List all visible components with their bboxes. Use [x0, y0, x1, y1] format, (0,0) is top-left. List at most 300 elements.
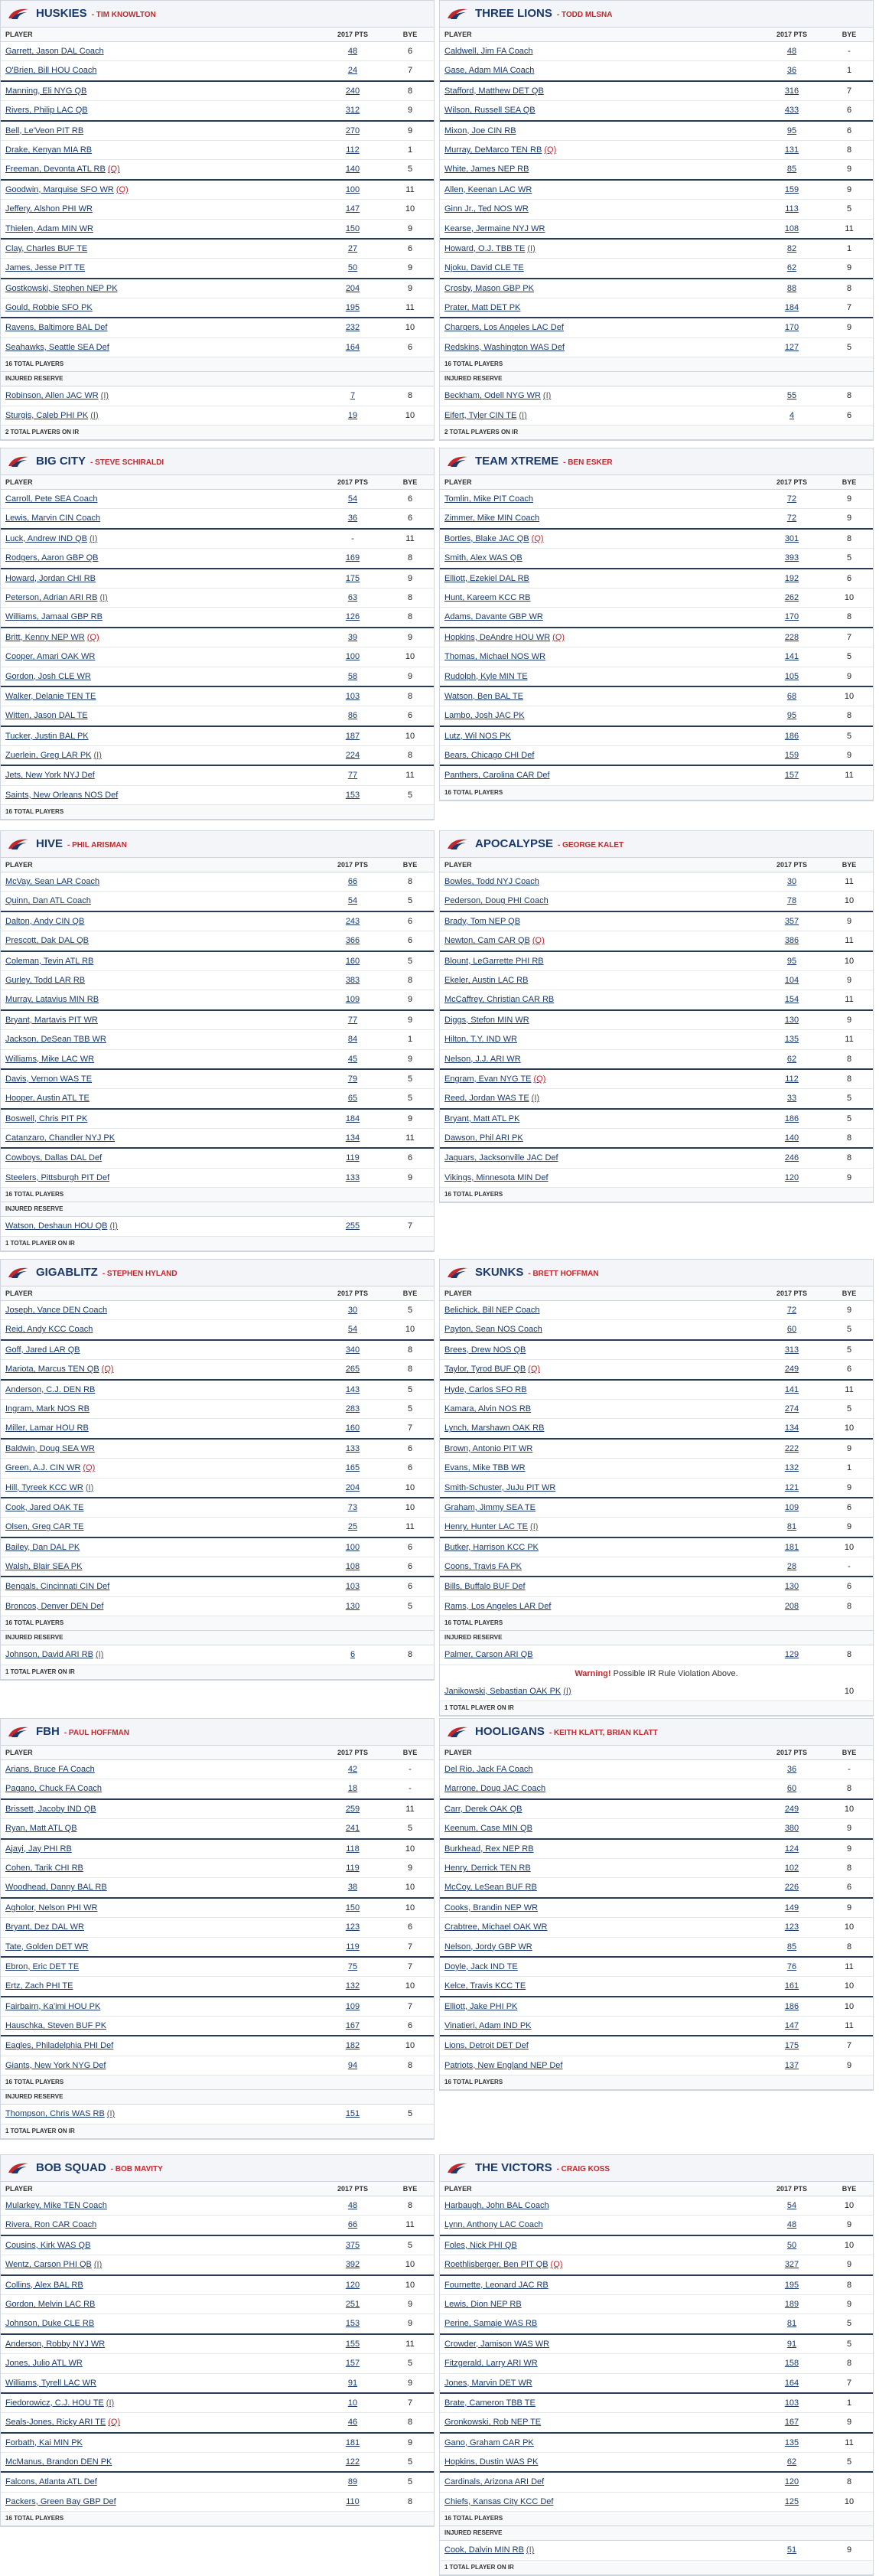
player-link[interactable]: Garrett, Jason DAL Coach	[5, 47, 104, 56]
player-link[interactable]: Vinatieri, Adam IND PK	[444, 2021, 532, 2031]
player-link[interactable]: Hyde, Carlos SFO RB	[444, 1384, 527, 1394]
player-points[interactable]: 77	[347, 1015, 358, 1025]
player-points[interactable]: 232	[345, 323, 360, 333]
player-points[interactable]: 262	[784, 592, 799, 602]
player-points[interactable]: 66	[347, 877, 358, 886]
player-points[interactable]: 249	[784, 1804, 799, 1814]
player-points[interactable]: 120	[784, 2477, 799, 2487]
player-points[interactable]: 119	[346, 1153, 360, 1163]
player-points[interactable]: 33	[786, 1094, 797, 1104]
player-points[interactable]: 28	[786, 1562, 797, 1572]
player-link[interactable]: Reid, Andy KCC Coach	[5, 1325, 93, 1335]
player-points[interactable]: 186	[784, 2001, 799, 2011]
player-link[interactable]: Seahawks, Seattle SEA Def	[5, 342, 109, 352]
player-link[interactable]: Caldwell, Jim FA Coach	[444, 47, 533, 56]
player-points[interactable]: 153	[345, 790, 360, 800]
player-link[interactable]: Gano, Graham CAR PK	[444, 2437, 534, 2447]
player-points[interactable]: 129	[784, 1650, 799, 1660]
player-link[interactable]: Rivera, Ron CAR Coach	[5, 2220, 97, 2230]
player-points[interactable]: 112	[346, 145, 360, 155]
player-link[interactable]: White, James NEP RB	[444, 165, 529, 174]
player-points[interactable]: 375	[345, 2240, 360, 2250]
player-points[interactable]: 130	[784, 1015, 799, 1025]
player-link[interactable]: Zuerlein, Greg LAR PK (I)	[5, 751, 102, 761]
player-points[interactable]: 386	[784, 936, 799, 946]
player-link[interactable]: Taylor, Tyrod BUF QB (Q)	[444, 1365, 541, 1374]
player-link[interactable]: Goff, Jared LAR QB	[5, 1345, 80, 1355]
player-points[interactable]: 30	[347, 1306, 358, 1315]
player-link[interactable]: Davis, Vernon WAS TE	[5, 1074, 93, 1084]
player-link[interactable]: Arians, Bruce FA Coach	[5, 1765, 95, 1774]
player-points[interactable]: 161	[784, 1981, 799, 1991]
player-link[interactable]: Walsh, Blair SEA PK	[5, 1562, 83, 1572]
player-link[interactable]: Thielen, Adam MIN WR	[5, 223, 93, 233]
team-name[interactable]: HIVE - PHIL ARISMAN	[36, 837, 127, 850]
player-link[interactable]: Broncos, Denver DEN Def	[5, 1601, 104, 1611]
player-points[interactable]: 158	[784, 2359, 799, 2369]
player-points[interactable]: 120	[784, 1172, 799, 1182]
player-link[interactable]: Thomas, Michael NOS WR	[444, 652, 546, 662]
player-points[interactable]: 119	[346, 1942, 360, 1952]
player-points[interactable]: 137	[784, 2060, 799, 2070]
player-points[interactable]: 340	[345, 1345, 360, 1355]
player-points[interactable]: 88	[786, 283, 797, 293]
player-link[interactable]: Harbaugh, John BAL Coach	[444, 2201, 549, 2210]
player-points[interactable]: 240	[345, 86, 360, 96]
player-points[interactable]: 228	[784, 632, 799, 642]
player-link[interactable]: Cardinals, Arizona ARI Def	[444, 2477, 545, 2487]
player-link[interactable]: Hill, Tyreek KCC WR (I)	[5, 1482, 94, 1492]
player-points[interactable]: 48	[786, 47, 797, 56]
player-link[interactable]: Patriots, New England NEP Def	[444, 2060, 563, 2070]
team-name[interactable]: SKUNKS - BRETT HOFFMAN	[475, 1266, 599, 1279]
team-name[interactable]: TEAM XTREME - BEN ESKER	[475, 455, 613, 468]
player-points[interactable]: 6	[350, 1650, 356, 1660]
player-link[interactable]: Ryan, Matt ATL QB	[5, 1824, 77, 1834]
player-link[interactable]: Murray, DeMarco TEN RB (Q)	[444, 145, 557, 155]
player-link[interactable]: Zimmer, Mike MIN Coach	[444, 514, 540, 523]
player-link[interactable]: Jackson, DeSean TBB WR	[5, 1035, 106, 1045]
player-points[interactable]: 27	[347, 243, 358, 253]
player-link[interactable]: Rudolph, Kyle MIN TE	[444, 671, 528, 681]
player-link[interactable]: Seals-Jones, Ricky ARI TE (Q)	[5, 2418, 121, 2428]
player-points[interactable]: 125	[784, 2496, 799, 2506]
team-name[interactable]: FBH - PAUL HOFFMAN	[36, 1725, 130, 1738]
player-points[interactable]: 255	[345, 1221, 360, 1231]
player-points[interactable]: 36	[347, 514, 358, 523]
player-points[interactable]: 76	[786, 1961, 797, 1971]
player-points[interactable]: 48	[347, 47, 358, 56]
player-points[interactable]: 46	[347, 2418, 358, 2428]
player-link[interactable]: Jaguars, Jacksonville JAC Def	[444, 1153, 558, 1163]
player-points[interactable]: 86	[347, 711, 358, 721]
player-points[interactable]: 133	[345, 1443, 360, 1453]
player-points[interactable]: 274	[784, 1404, 799, 1414]
player-link[interactable]: Giants, New York NYG Def	[5, 2060, 106, 2070]
player-link[interactable]: Eifert, Tyler CIN TE (I)	[444, 410, 527, 420]
player-link[interactable]: Steelers, Pittsburgh PIT Def	[5, 1172, 110, 1182]
player-link[interactable]: Thompson, Chris WAS RB (I)	[5, 2109, 116, 2119]
player-link[interactable]: Agholor, Nelson PHI WR	[5, 1903, 98, 1912]
player-link[interactable]: Cooks, Brandin NEP WR	[444, 1903, 539, 1912]
player-link[interactable]: Eagles, Philadelphia PHI Def	[5, 2041, 114, 2051]
player-link[interactable]: Fairbairn, Ka'imi HOU PK	[5, 2001, 101, 2011]
player-points[interactable]: 63	[347, 592, 358, 602]
player-link[interactable]: Lewis, Dion NEP RB	[444, 2299, 522, 2309]
player-link[interactable]: Ingram, Mark NOS RB	[5, 1404, 90, 1414]
player-link[interactable]: Carroll, Pete SEA Coach	[5, 494, 98, 504]
player-link[interactable]: Kelce, Travis KCC TE	[444, 1981, 526, 1991]
player-link[interactable]: Kearse, Jermaine NYJ WR	[444, 223, 545, 233]
player-link[interactable]: Forbath, Kai MIN PK	[5, 2437, 83, 2447]
player-points[interactable]: 66	[347, 2220, 358, 2230]
player-link[interactable]: Cook, Dalvin MIN RB (I)	[444, 2545, 535, 2555]
player-points[interactable]: 186	[784, 1114, 799, 1123]
player-points[interactable]: 167	[784, 2418, 799, 2428]
player-points[interactable]: 170	[784, 612, 799, 622]
player-link[interactable]: Keenum, Case MIN QB	[444, 1824, 532, 1834]
player-points[interactable]: 68	[786, 691, 797, 701]
player-link[interactable]: Kamara, Alvin NOS RB	[444, 1404, 532, 1414]
player-link[interactable]: Brate, Cameron TBB TE	[444, 2398, 536, 2408]
team-name[interactable]: THREE LIONS - TODD MLSNA	[475, 7, 613, 20]
player-link[interactable]: Diggs, Stefon MIN WR	[444, 1015, 529, 1025]
player-link[interactable]: Hilton, T.Y. IND WR	[444, 1035, 517, 1045]
player-points[interactable]: 160	[345, 1423, 360, 1433]
player-points[interactable]: 54	[347, 1325, 358, 1335]
player-points[interactable]: 108	[784, 223, 799, 233]
player-points[interactable]: 112	[785, 1074, 799, 1084]
player-link[interactable]: Goodwin, Marquise SFO WR (Q)	[5, 184, 129, 194]
player-points[interactable]: 30	[786, 877, 797, 886]
player-link[interactable]: Roethlisberger, Ben PIT QB (Q)	[444, 2260, 563, 2270]
player-link[interactable]: Watson, Deshaun HOU QB (I)	[5, 1221, 118, 1231]
player-points[interactable]: 301	[784, 533, 799, 543]
player-link[interactable]: Bailey, Dan DAL PK	[5, 1542, 80, 1552]
player-points[interactable]: 19	[347, 410, 358, 420]
player-link[interactable]: Reed, Jordan WAS TE (I)	[444, 1094, 540, 1104]
player-points[interactable]: 433	[784, 106, 799, 116]
player-points[interactable]: 77	[347, 771, 358, 781]
player-link[interactable]: Bowles, Todd NYJ Coach	[444, 877, 539, 886]
player-link[interactable]: Sturgis, Caleb PHI PK (I)	[5, 410, 99, 420]
player-points[interactable]: 79	[347, 1074, 358, 1084]
team-name[interactable]: APOCALYPSE - GEORGE KALET	[475, 837, 624, 850]
player-link[interactable]: Gordon, Melvin LAC RB	[5, 2299, 96, 2309]
player-link[interactable]: Chiefs, Kansas City KCC Def	[444, 2496, 554, 2506]
player-link[interactable]: Lutz, Wil NOS PK	[444, 731, 511, 741]
team-name[interactable]: THE VICTORS - CRAIG KOSS	[475, 2161, 610, 2174]
player-link[interactable]: Vikings, Minnesota MIN Def	[444, 1172, 549, 1182]
player-points[interactable]: 131	[784, 145, 799, 155]
player-link[interactable]: Baldwin, Doug SEA WR	[5, 1443, 95, 1453]
team-name[interactable]: GIGABLITZ - STEPHEN HYLAND	[36, 1266, 177, 1279]
player-points[interactable]: 65	[347, 1094, 358, 1104]
player-link[interactable]: Palmer, Carson ARI QB	[444, 1650, 533, 1660]
player-points[interactable]: 103	[345, 1582, 360, 1592]
player-points[interactable]: 169	[345, 553, 360, 563]
player-link[interactable]: Lions, Detroit DET Def	[444, 2041, 529, 2051]
player-points[interactable]: 313	[784, 1345, 799, 1355]
player-points[interactable]: 192	[784, 573, 799, 583]
player-link[interactable]: Gordon, Josh CLE WR	[5, 671, 91, 681]
player-points[interactable]: 118	[346, 1844, 360, 1854]
player-link[interactable]: Gase, Adam MIA Coach	[444, 66, 535, 76]
player-link[interactable]: Williams, Mike LAC WR	[5, 1054, 95, 1064]
player-link[interactable]: Peterson, Adrian ARI RB (I)	[5, 592, 108, 602]
player-points[interactable]: 36	[786, 1765, 797, 1774]
player-link[interactable]: Gurley, Todd LAR RB	[5, 975, 86, 985]
player-points[interactable]: 208	[784, 1601, 799, 1611]
player-link[interactable]: Rivers, Philip LAC QB	[5, 106, 88, 116]
player-link[interactable]: Watson, Ben BAL TE	[444, 691, 523, 701]
player-link[interactable]: Boswell, Chris PIT PK	[5, 1114, 88, 1123]
player-link[interactable]: Perine, Samaje WAS RB	[444, 2319, 538, 2329]
player-points[interactable]: 380	[784, 1824, 799, 1834]
player-link[interactable]: Williams, Tyrell LAC WR	[5, 2378, 96, 2388]
player-link[interactable]: Lambo, Josh JAC PK	[444, 711, 525, 721]
player-points[interactable]: 160	[345, 956, 360, 966]
player-link[interactable]: Janikowski, Sebastian OAK PK (I)	[444, 1686, 571, 1696]
player-points[interactable]: 164	[345, 342, 360, 352]
player-link[interactable]: Anderson, C.J. DEN RB	[5, 1384, 96, 1394]
player-points[interactable]: 204	[345, 283, 360, 293]
player-points[interactable]: 94	[347, 2060, 358, 2070]
player-points[interactable]: 24	[347, 66, 358, 76]
player-points[interactable]: 62	[786, 263, 797, 273]
player-link[interactable]: Crowder, Jamison WAS WR	[444, 2339, 550, 2349]
player-points[interactable]: 10	[347, 2398, 358, 2408]
player-points[interactable]: 393	[784, 553, 799, 563]
player-link[interactable]: Engram, Evan NYG TE (Q)	[444, 1074, 546, 1084]
player-points[interactable]: 141	[784, 1384, 799, 1394]
player-points[interactable]: 84	[347, 1035, 358, 1045]
player-link[interactable]: Burkhead, Rex NEP RB	[444, 1844, 534, 1854]
player-points[interactable]: 189	[784, 2299, 799, 2309]
player-link[interactable]: Nelson, J.J. ARI WR	[444, 1054, 521, 1064]
player-points[interactable]: 72	[786, 514, 797, 523]
player-link[interactable]: Drake, Kenyan MIA RB	[5, 145, 93, 155]
player-points[interactable]: 327	[784, 2260, 799, 2270]
player-link[interactable]: Catanzaro, Chandler NYJ PK	[5, 1133, 116, 1143]
player-points[interactable]: 270	[345, 126, 360, 135]
player-points[interactable]: 72	[786, 494, 797, 504]
player-link[interactable]: Bryant, Dez DAL WR	[5, 1922, 84, 1932]
player-points[interactable]: 167	[345, 2021, 360, 2031]
player-link[interactable]: Lynn, Anthony LAC Coach	[444, 2220, 543, 2230]
player-link[interactable]: Graham, Jimmy SEA TE	[444, 1502, 536, 1512]
player-link[interactable]: Mixon, Joe CIN RB	[444, 126, 516, 135]
player-link[interactable]: Anderson, Robby NYJ WR	[5, 2339, 106, 2349]
player-link[interactable]: Henry, Derrick TEN RB	[444, 1863, 531, 1873]
player-points[interactable]: 109	[345, 2001, 360, 2011]
player-link[interactable]: Cook, Jared OAK TE	[5, 1502, 84, 1512]
player-link[interactable]: Walker, Delanie TEN TE	[5, 691, 96, 701]
player-link[interactable]: Brees, Drew NOS QB	[444, 1345, 526, 1355]
player-points[interactable]: 224	[345, 751, 360, 761]
player-points[interactable]: 91	[347, 2378, 358, 2388]
player-points[interactable]: 7	[350, 391, 356, 401]
player-points[interactable]: 357	[784, 916, 799, 926]
player-link[interactable]: Bortles, Blake JAC QB (Q)	[444, 533, 544, 543]
player-points[interactable]: 132	[784, 1463, 799, 1473]
player-link[interactable]: Lynch, Marshawn OAK RB	[444, 1423, 545, 1433]
player-points[interactable]: 51	[786, 2545, 797, 2555]
player-link[interactable]: Johnson, David ARI RB (I)	[5, 1650, 104, 1660]
player-link[interactable]: Jeffery, Alshon PHI WR	[5, 204, 93, 214]
player-points[interactable]: 109	[345, 995, 360, 1005]
player-link[interactable]: Payton, Sean NOS Coach	[444, 1325, 542, 1335]
player-points[interactable]: 226	[784, 1883, 799, 1893]
player-link[interactable]: Newton, Cam CAR QB (Q)	[444, 936, 545, 946]
player-link[interactable]: Howard, Jordan CHI RB	[5, 573, 96, 583]
player-link[interactable]: Belichick, Bill NEP Coach	[444, 1306, 540, 1315]
player-link[interactable]: Coons, Travis FA PK	[444, 1562, 522, 1572]
player-points[interactable]: 154	[784, 995, 799, 1005]
player-link[interactable]: Adams, Davante GBP WR	[444, 612, 543, 622]
player-points[interactable]: 18	[347, 1784, 358, 1794]
player-points[interactable]: 283	[345, 1404, 360, 1414]
player-link[interactable]: Cowboys, Dallas DAL Def	[5, 1153, 103, 1163]
player-link[interactable]: Woodhead, Danny BAL RB	[5, 1883, 107, 1893]
player-points[interactable]: 62	[786, 1054, 797, 1064]
player-points[interactable]: 165	[345, 1463, 360, 1473]
player-points[interactable]: 110	[346, 2496, 360, 2506]
player-points[interactable]: 259	[345, 1804, 360, 1814]
player-points[interactable]: 151	[345, 2109, 360, 2119]
player-link[interactable]: Crosby, Mason GBP PK	[444, 283, 534, 293]
player-points[interactable]: 38	[347, 1883, 358, 1893]
player-points[interactable]: 126	[345, 612, 360, 622]
player-link[interactable]: Del Rio, Jack FA Coach	[444, 1765, 533, 1774]
player-link[interactable]: Doyle, Jack IND TE	[444, 1961, 518, 1971]
player-link[interactable]: Foles, Nick PHI QB	[444, 2240, 517, 2250]
team-name[interactable]: BIG CITY - STEVE SCHIRALDI	[36, 455, 164, 468]
player-link[interactable]: Collins, Alex BAL RB	[5, 2280, 83, 2290]
player-link[interactable]: Murray, Latavius MIN RB	[5, 995, 99, 1005]
player-link[interactable]: Brady, Tom NEP QB	[444, 916, 521, 926]
player-points[interactable]: 246	[784, 1153, 799, 1163]
player-link[interactable]: Rams, Los Angeles LAR Def	[444, 1601, 552, 1611]
player-points[interactable]: 312	[345, 106, 360, 116]
player-points[interactable]: 182	[345, 2041, 360, 2051]
player-points[interactable]: 251	[345, 2299, 360, 2309]
player-link[interactable]: Jets, New York NYJ Def	[5, 771, 95, 781]
player-points[interactable]: 103	[784, 2398, 799, 2408]
player-link[interactable]: Fournette, Leonard JAC RB	[444, 2280, 549, 2290]
player-points[interactable]: 42	[347, 1765, 358, 1774]
player-points[interactable]: 109	[784, 1502, 799, 1512]
player-link[interactable]: Elliott, Ezekiel DAL RB	[444, 573, 529, 583]
player-points[interactable]: 104	[784, 975, 799, 985]
player-points[interactable]: 195	[784, 2280, 799, 2290]
player-points[interactable]: 113	[785, 204, 799, 214]
player-link[interactable]: Gostkowski, Stephen NEP PK	[5, 283, 118, 293]
player-points[interactable]: 170	[784, 323, 799, 333]
player-link[interactable]: Bills, Buffalo BUF Def	[444, 1582, 526, 1592]
player-link[interactable]: Smith, Alex WAS QB	[444, 553, 523, 563]
player-link[interactable]: James, Jesse PIT TE	[5, 263, 86, 273]
player-points[interactable]: 204	[345, 1482, 360, 1492]
player-points[interactable]: 81	[786, 1522, 797, 1532]
player-points[interactable]: 73	[347, 1502, 358, 1512]
player-link[interactable]: Blount, LeGarrette PHI RB	[444, 956, 544, 966]
player-link[interactable]: Hunt, Kareem KCC RB	[444, 592, 531, 602]
player-link[interactable]: Jones, Marvin DET WR	[444, 2378, 532, 2388]
player-link[interactable]: Cousins, Kirk WAS QB	[5, 2240, 91, 2250]
player-points[interactable]: 159	[784, 751, 799, 761]
player-points[interactable]: 150	[345, 223, 360, 233]
player-link[interactable]: Ajayi, Jay PHI RB	[5, 1844, 72, 1854]
player-points[interactable]: 135	[784, 1035, 799, 1045]
player-points[interactable]: 50	[786, 2240, 797, 2250]
player-points[interactable]: 54	[347, 896, 358, 906]
player-points[interactable]: 243	[345, 916, 360, 926]
player-points[interactable]: 75	[347, 1961, 358, 1971]
player-link[interactable]: Robinson, Allen JAC WR (I)	[5, 391, 109, 401]
player-link[interactable]: Stafford, Matthew DET QB	[444, 86, 544, 96]
player-points[interactable]: 181	[345, 2437, 360, 2447]
player-points[interactable]: 157	[784, 771, 799, 781]
player-points[interactable]: 54	[347, 494, 358, 504]
team-name[interactable]: HUSKIES - TIM KNOWLTON	[36, 7, 156, 20]
player-link[interactable]: Olsen, Greg CAR TE	[5, 1522, 84, 1532]
player-link[interactable]: Jones, Julio ATL WR	[5, 2359, 83, 2369]
player-link[interactable]: Mularkey, Mike TEN Coach	[5, 2201, 107, 2210]
player-link[interactable]: Nelson, Jordy GBP WR	[444, 1942, 532, 1952]
player-link[interactable]: Brissett, Jacoby IND QB	[5, 1804, 96, 1814]
player-points[interactable]: 122	[345, 2457, 360, 2467]
player-points[interactable]: 50	[347, 263, 358, 273]
player-points[interactable]: 25	[347, 1522, 358, 1532]
player-points[interactable]: 134	[345, 1133, 360, 1143]
player-points[interactable]: 89	[347, 2477, 358, 2487]
player-points[interactable]: 153	[345, 2319, 360, 2329]
player-link[interactable]: Bears, Chicago CHI Def	[444, 751, 535, 761]
player-points[interactable]: 155	[345, 2339, 360, 2349]
player-points[interactable]: 141	[784, 652, 799, 662]
player-link[interactable]: Britt, Kenny NEP WR (Q)	[5, 632, 99, 642]
player-points[interactable]: 103	[345, 691, 360, 701]
player-link[interactable]: Crabtree, Michael OAK WR	[444, 1922, 548, 1932]
player-link[interactable]: Fitzgerald, Larry ARI WR	[444, 2359, 538, 2369]
player-points[interactable]: 150	[345, 1903, 360, 1912]
player-points[interactable]: 241	[345, 1824, 360, 1834]
player-link[interactable]: Wilson, Russell SEA QB	[444, 106, 536, 116]
player-link[interactable]: Pederson, Doug PHI Coach	[444, 896, 549, 906]
player-points[interactable]: 85	[786, 1942, 797, 1952]
player-link[interactable]: Ertz, Zach PHI TE	[5, 1981, 73, 1991]
player-points[interactable]: 48	[786, 2220, 797, 2230]
player-link[interactable]: Hopkins, Dustin WAS PK	[444, 2457, 539, 2467]
player-points[interactable]: 123	[784, 1922, 799, 1932]
player-points[interactable]: 108	[345, 1562, 360, 1572]
player-link[interactable]: Bryant, Matt ATL PK	[444, 1114, 520, 1123]
player-link[interactable]: Allen, Keenan LAC WR	[444, 184, 532, 194]
player-points[interactable]: 159	[784, 184, 799, 194]
player-link[interactable]: Ginn Jr., Ted NOS WR	[444, 204, 529, 214]
player-link[interactable]: Miller, Lamar HOU RB	[5, 1423, 89, 1433]
player-link[interactable]: Gronkowski, Rob NEP TE	[444, 2418, 542, 2428]
player-link[interactable]: Clay, Charles BUF TE	[5, 243, 88, 253]
player-link[interactable]: Smith-Schuster, JuJu PIT WR	[444, 1482, 556, 1492]
player-points[interactable]: 184	[345, 1114, 360, 1123]
player-link[interactable]: Ekeler, Austin LAC RB	[444, 975, 529, 985]
player-points[interactable]: 181	[784, 1542, 799, 1552]
player-link[interactable]: Bengals, Cincinnati CIN Def	[5, 1582, 110, 1592]
player-points[interactable]: 135	[784, 2437, 799, 2447]
player-link[interactable]: Joseph, Vance DEN Coach	[5, 1306, 108, 1315]
